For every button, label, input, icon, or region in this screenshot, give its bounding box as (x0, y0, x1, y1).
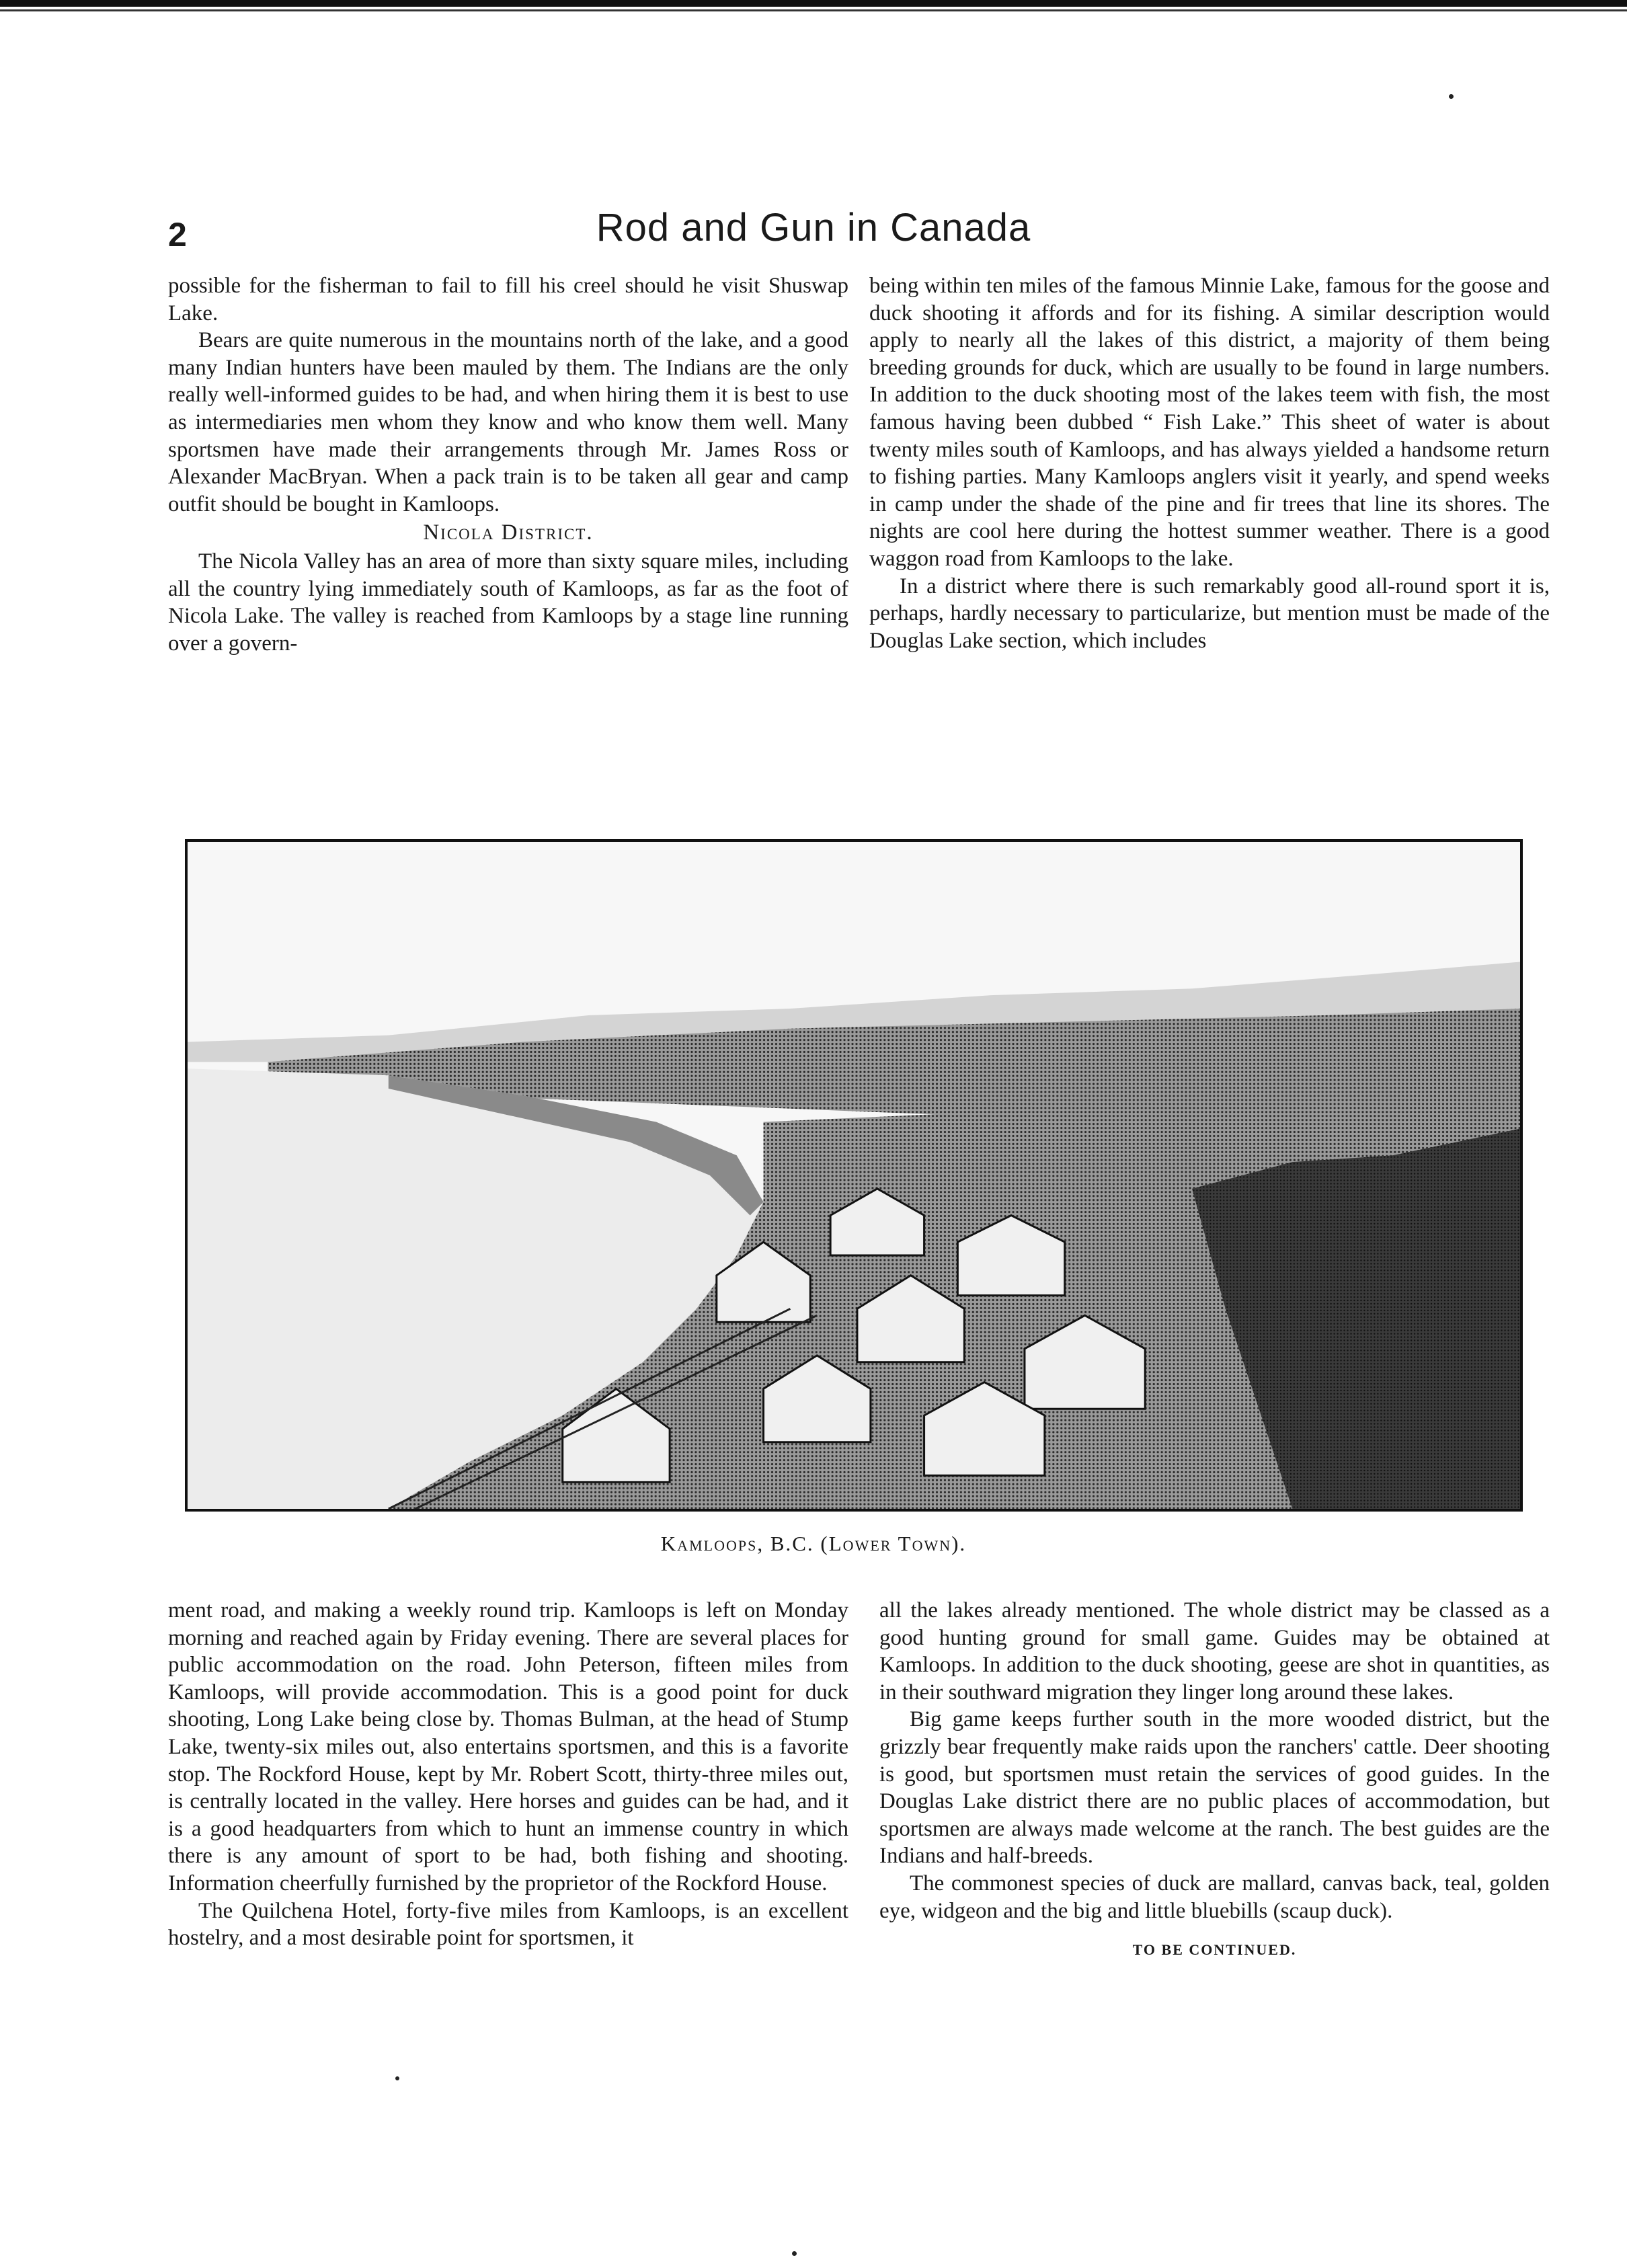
paragraph: The Quilchena Hotel, forty-five miles from Kamloops, is an excellent hostelry, and a most desirable point for sportsmen, it (168, 1898, 848, 1951)
kamloops-photograph (185, 839, 1523, 1512)
top-rule-secondary (0, 9, 1627, 11)
to-be-continued: TO BE CONTINUED. (1132, 1941, 1297, 1959)
column-bottom-right (879, 1597, 1550, 1964)
column-bottom-left (168, 1597, 848, 1952)
running-head: Rod and Gun in Canada (596, 206, 1031, 249)
paragraph: ment road, and making a weekly round trip. Kamloops is left on Monday morning and reached again by Friday evening. There are several places for public accommodation on the road. John Peterson, fifteen miles from Kamloops, will provide accommodation. This is a good point for duck shooting, Long Lake being close by. Thomas Bulman, at the head of Stump Lake, twenty-six miles out, also entertains sportsmen, and this is a favorite stop. The Rockford House, kept by Mr. Robert Scott, thirty-three miles out, is centrally located in the valley. Here horses and guides can be had, and it is a good headquarters from which to hunt an immense country in which there is any amount of sport to be had, both fishing and shooting. Information cheerfully furnished by the proprietor of the Rockford House. (168, 1598, 848, 1895)
paragraph: Bears are quite numerous in the mountains north of the lake, and a good many Indian hunters have been mauled by them. The Indians are the only really well-informed guides to be had, and when hiring them it is best to use as intermediaries men whom they know and who know them well. Many sportsmen have made their arrangements through Mr. James Ross or Alexander MacBryan. When a pack train is to be taken all gear and camp outfit should be bought in Kamloops. (168, 328, 848, 516)
column-top-right (869, 272, 1550, 654)
page-number: 2 (168, 216, 187, 253)
paragraph: The commonest species of duck are mallard, canvas back, teal, golden eye, widgeon and the big and little bluebills (scaup duck). (879, 1871, 1550, 1923)
figure-caption: Kamloops, B.C. (Lower Town). (660, 1532, 967, 1555)
column-top-left (168, 272, 848, 657)
ink-speck (1449, 94, 1454, 99)
paragraph: being within ten miles of the famous Minnie Lake, famous for the goose and duck shooting it affords and for its fishing. A similar description would apply to nearly all the lakes of this district, a majority of them being breeding grounds for duck, which are usually to be found in large numbers. In addition to the duck shooting most of the lakes teem with fish, the most famous having been dubbed “ Fish Lake.” This sheet of water is about twenty miles south of Kamloops, and has always yielded a handsome return to fishing parties. Many Kamloops anglers visit it yearly, and spend weeks in camp under the shade of the pine and fir trees that line its shores. The nights are cool here during the hottest summer weather. There is a good waggon road from Kamloops to the lake. (869, 274, 1550, 571)
section-heading: Nicola District. (423, 520, 594, 545)
top-rule (0, 0, 1627, 7)
paragraph: all the lakes already mentioned. The whole district may be classed as a good hunting ground for small game. Guides may be obtained at Kamloops. In addition to the duck shooting, geese are shot in quantities, as in their southward migration they linger long around these lakes. (879, 1598, 1550, 1705)
ink-speck (792, 2251, 797, 2256)
paragraph: The Nicola Valley has an area of more than sixty square miles, including all the country lying immediately south of Kamloops, as far as the foot of Nicola Lake. The valley is reached from Kamloops by a stage line running over a govern- (168, 549, 848, 656)
paragraph: In a district where there is such remarkably good all-round sport it is, perhaps, hardly necessary to particularize, but mention must be made of the Douglas Lake section, which includes (869, 574, 1550, 653)
photo-illustration (188, 842, 1520, 1509)
ink-speck (395, 2076, 399, 2080)
paragraph: possible for the fisherman to fail to fill his creel should he visit Shuswap Lake. (168, 274, 848, 325)
paragraph: Big game keeps further south in the more wooded district, but the grizzly bear frequently make raids upon the ranchers' cattle. Deer shooting is good, but sportsmen must retain the services of good guides. In the Douglas Lake district there are no public places of accommodation, but sportsmen are always made welcome at the ranch. The best guides are the Indians and half-breeds. (879, 1707, 1550, 1869)
